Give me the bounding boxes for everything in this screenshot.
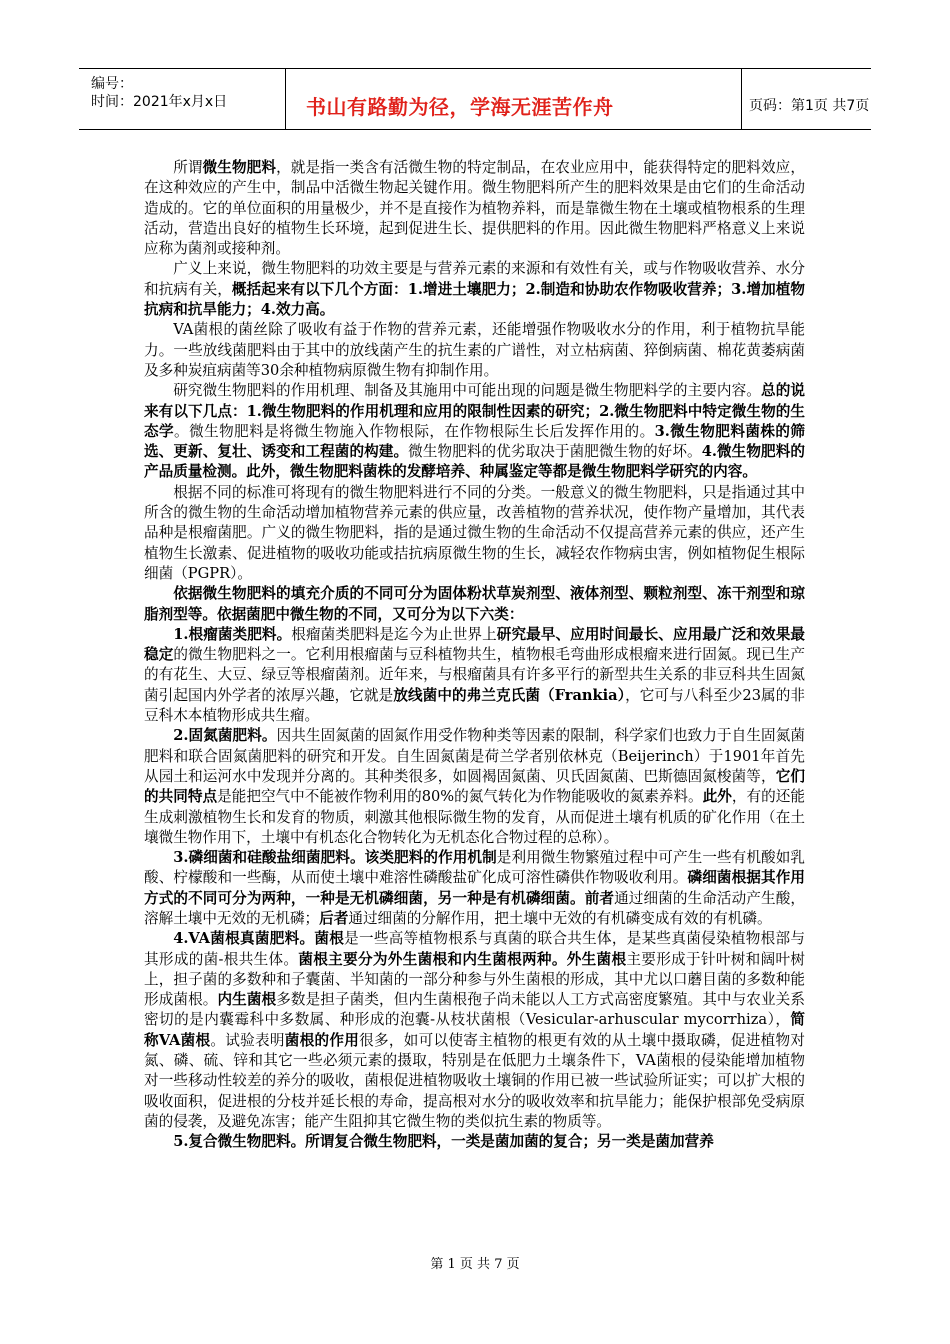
paragraph [144,929,805,1132]
bold-run: 3.微生物肥料菌株的筛选、更新、复壮、诱变和工程菌的构建。 [144,422,805,461]
motto-text: 书山有路勤为径，学海无涯苦作舟 [306,95,614,119]
text-run: 是一些高等植物根系与真菌的联合共生体，是某些真菌侵染植物根部与其形成的菌-根共生体。 [144,930,805,968]
bold-run: 简称VA菌根 [144,1011,805,1049]
bold-run: 3.磷细菌和硅酸盐细菌肥料。该类肥料的作用机制 [173,849,497,867]
text-run: 因共生固氮菌的固氮作用受作物种类等因素的限制，科学家们也致力于自生固氮菌肥料和联合固氮菌肥料的研究和开发。自生固氮菌是荷兰学者别依林克（Beijerinch）于1901年首先从园土和运河水中发现并分离的。其种类很多，如圆褐固氮菌、贝氏固氮菌、巴斯德固氮梭菌等， [144,727,805,785]
paragraph [144,483,805,584]
bold-run: 后者 [319,909,349,927]
paragraph [144,625,805,726]
bold-run: 概括起来有以下几个方面：1.增进土壤肥力；2.制造和协助农作物吸收营养；3.增加植物抗病和抗旱能力；4.效力高。 [144,280,805,319]
bold-run: 5.复合微生物肥料。所谓复合微生物肥料，一类是菌加菌的复合；另一类是菌加营养 [173,1133,714,1151]
page-number-cell [740,69,871,129]
paragraph [144,381,805,482]
text-run: ，就是指一类含有活微生物的特定制品，在农业应用中，能获得特定的肥料效应，在这种效应的产生中，制品中活微生物起关键作用。微生物肥料所产生的肥料效果是由它们的生命活动造成的。它的单位面积的用量极少，并不是直接作为植物养料，而是靠微生物在土壤或植物根系的生理活动，营造出良好的植物生长环境，起到促进生长、提供肥料的作用。因此微生物肥料严格意义上来说应称为菌剂或接种剂。 [144,159,805,258]
bold-run: 研究最早、应用时间最长、应用最广泛和效果最稳定 [144,625,805,664]
bold-run: 菌根的作用 [284,1031,360,1049]
motto-cell [285,69,742,129]
bold-run: 总的说来有以下几点：1.微生物肥料的作用机理和应用的限制性因素的研究；2.微生物肥料中特定微生物的生态学 [144,382,805,440]
bold-run: 2.固氮菌肥料。 [173,727,277,745]
text-run: 微生物肥料的优劣取决于菌肥微生物的好坏。 [408,443,702,461]
document-body [144,158,805,1153]
text-run: 根瘤菌类肥料是迄今为止世界上 [291,625,497,643]
bold-run: 依据微生物肥料的填充介质的不同可分为固体粉状草炭剂型、液体剂型、颗粒剂型、冻干剂型和琼脂剂型等。依据菌肥中微生物的不同，又可分为以下六类： [144,585,805,623]
text-run: 主要形成于针叶树和阔叶树上，担子菌的多数种和子囊菌、半知菌的一部分种参与外生菌根的形成，其中尤以口蘑目菌的多数种能形成菌根。 [144,950,805,1009]
bold-run: 菌根主要分为外生菌根和内生菌根两种。外生菌根 [298,950,627,968]
bold-run: 放线菌中的弗兰克氏菌（Frankia） [393,686,626,704]
bold-run: 4.微生物肥料的产品质量检测。此外，微生物肥料菌株的发酵培养、种属鉴定等都是微生物肥料学研究的内容。 [144,443,805,481]
paragraph [144,320,805,381]
page-header [79,68,871,130]
text-run: 通过细菌的生命活动产生酸，溶解土壤中无效的无机磷； [144,889,805,927]
text-run: 的微生物肥料之一。它利用根瘤菌与豆科植物共生，植物根毛弯曲形成根瘤来进行固氮。现已生产的有花生、大豆、绿豆等根瘤菌剂。近年来，与根瘤菌具有许多平行的新型共生关系的非豆科共生固氮菌引起国内外学者的浓厚兴趣，它就是 [144,646,805,704]
bold-run: 此外 [702,788,732,806]
text-run: ，有的还能生成刺激植物生长和发育的物质，刺激其他根际微生物的发育，从而促进土壤有机质的矿化作用（在土壤微生物作用下，土壤中有机态化合物转化为无机态化合物过程的总称）。 [144,788,805,846]
text-run: 研究微生物肥料的作用机理、制备及其施用中可能出现的问题是微生物肥料学的主要内容。 [173,382,761,400]
page-footer: 第 1 页 共 7 页 [430,1257,520,1272]
text-run: 是利用微生物繁殖过程中可产生一些有机酸如乳酸、柠檬酸和一些酶，从而使土壤中难溶性磷酸盐矿化成可溶性磷供作物吸收利用。 [144,849,805,887]
text-run: VA菌根的菌丝除了吸收有益于作物的营养元素，还能增强作物吸收水分的作用，利于植物抗旱能力。一些放线菌肥料由于其中的放线菌产生的抗生素的广谱性，对立枯病菌、猝倒病菌、棉花黄萎病菌及多种炭疽病菌等30余种植物病原微生物有抑制作用。 [144,321,805,379]
text-run: 。微生物肥料是将微生物施入作物根际，在作物根际生长后发挥作用的。 [174,422,655,440]
text-run: 很多，如可以使寄主植物的根更有效的从土壤中摄取磷，促进植物对氮、磷、硫、锌和其它一些必须元素的摄取，特别是在低肥力土壤条件下，VA菌根的侵染能增加植物对一些移动性较差的养分的吸收，菌根促进植物吸收土壤铜的作用已被一些试验所证实；可以扩大根的吸收面积，促进根的分枝并延长根的寿命，提高根对水分的吸收效率和抗旱能力；能保护根部免受病原菌的侵袭，及避免冻害；能产生阻抑其它微生物的类似抗生素的物质等。 [144,1031,805,1130]
text-run: 是能把空气中不能被作物利用的80%的氮气转化为作物能吸收的氮素养料。 [217,788,703,806]
bold-run: 1.根瘤菌类肥料。 [173,625,292,643]
text-run: 根据不同的标准可将现有的微生物肥料进行不同的分类。一般意义的微生物肥料，只是指通过其中所含的微生物的生命活动增加植物营养元素的供应量，改善植物的营养状况，使作物产量增加，其代表品种是根瘤菌肥。广义的微生物肥料，指的是通过微生物的生命活动不仅提高营养元素的供应，还产生植物生长激素、促进植物的吸收功能或拮抗病原微生物的生长，减轻农作物病虫害，例如植物促生根际细菌（PGPR）。 [144,483,805,582]
text-run: 通过细菌的分解作用，把土壤中无效的有机磷变成有效的有机磷。 [348,909,772,927]
paragraph [144,584,805,625]
header-page-label: 页码：第1页 共7页 [749,98,870,114]
serial-number-label: 编号： [91,76,133,92]
bold-run: 磷细菌根据其作用方式的不同可分为两种，一种是无机磷细菌，另一种是有机磷细菌。前者 [144,869,805,907]
header-meta-cell [79,69,285,129]
paragraph [144,259,805,320]
bold-run: 微生物肥料 [202,159,277,176]
paragraph [144,158,805,259]
text-run: ，它可与八科至少23属的非豆科木本植物形成共生瘤。 [144,686,805,725]
bold-run: 4.VA菌根真菌肥料。菌根 [173,930,345,948]
text-run: 。试验表明 [210,1031,285,1049]
text-run: 所谓 [173,159,203,176]
paragraph [144,726,805,848]
bold-run: 它们的共同特点 [144,767,805,806]
paragraph [144,848,805,929]
text-run: 广义上来说，微生物肥料的功效主要是与营养元素的来源和有效性有关，或与作物吸收营养、水分和抗病有关， [144,260,805,298]
paragraph [144,1132,805,1152]
date-label: 时间：2021年x月x日 [91,94,228,110]
bold-run: 内生菌根 [217,991,277,1009]
text-run: 多数是担子菌类，但内生菌根孢子尚未能以人工方式高密度繁殖。其中与农业关系密切的是内囊霉科中多数属、种形成的泡囊-从枝状菌根（Vesicular-arhuscular mycorrhiza）， [144,991,805,1029]
